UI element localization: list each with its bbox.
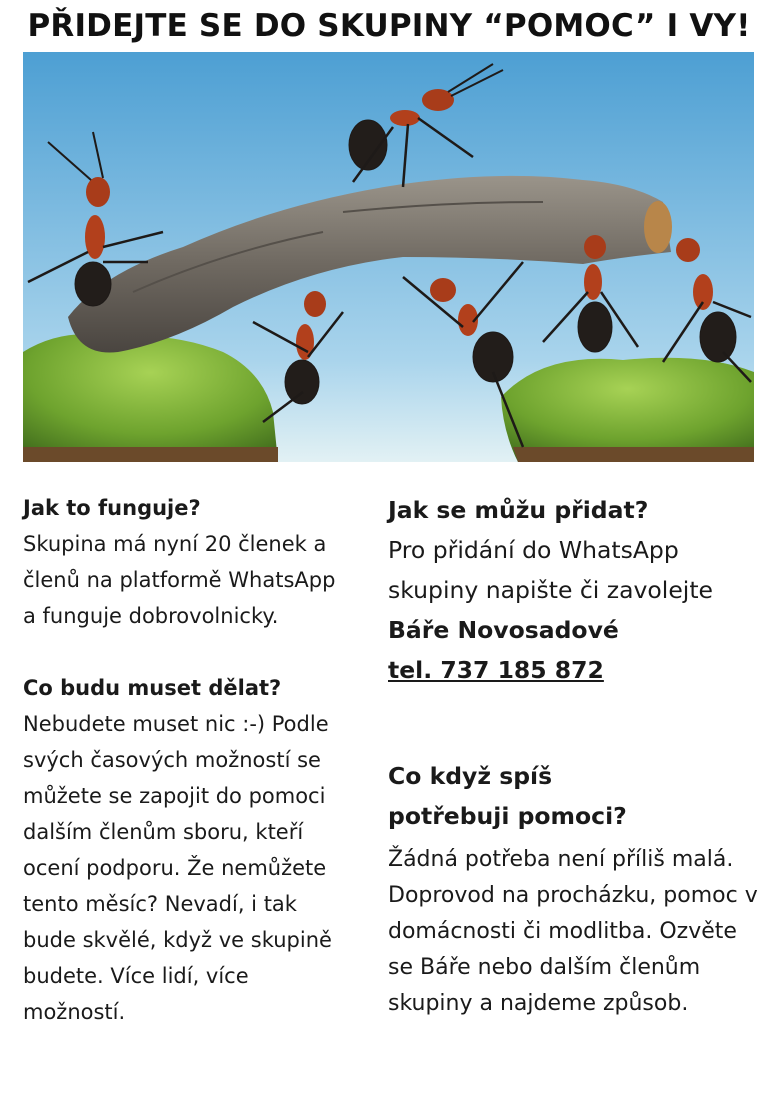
contact-phone[interactable]: tel. 737 185 872 [388,656,604,684]
ants-bridge-photo [23,52,754,462]
join-text: Pro přidání do WhatsApp skupiny napište či zavolejte [388,536,713,604]
contact-name: Báře Novosadové [388,616,619,644]
left-column [23,490,343,1030]
how-text: Skupina má nyní 20 členek a členů na platformě WhatsApp a funguje dobrovolnicky. [23,532,336,628]
join-heading: Jak se můžu přidat? [388,496,649,524]
page-title: PŘIDEJTE SE DO SKUPINY “POMOC” I VY! [27,8,751,44]
right-moss [501,358,754,462]
need-heading-line1: Co když spíš [388,762,553,790]
need-heading-line2: potřebuji pomoci? [388,802,627,830]
what-heading: Co budu muset dělat? [23,676,282,700]
right-column [388,490,768,1022]
what-text: Nebudete muset nic :-) Podle svých časových možností se můžete se zapojit do pomoci dalším členům sboru, kteří ocení podporu. Že nemůžete tento měsíc? Nevadí, i tak bude skvělé, když ve skupině budete. Více lidí, více možností. [23,712,332,1024]
how-heading: Jak to funguje? [23,496,201,520]
need-text: Žádná potřeba není příliš malá. Doprovod na procházku, pomoc v domácnosti či modlitba. Ozvěte se Báře nebo dalším členům skupiny a najdeme způsob. [388,847,758,1016]
